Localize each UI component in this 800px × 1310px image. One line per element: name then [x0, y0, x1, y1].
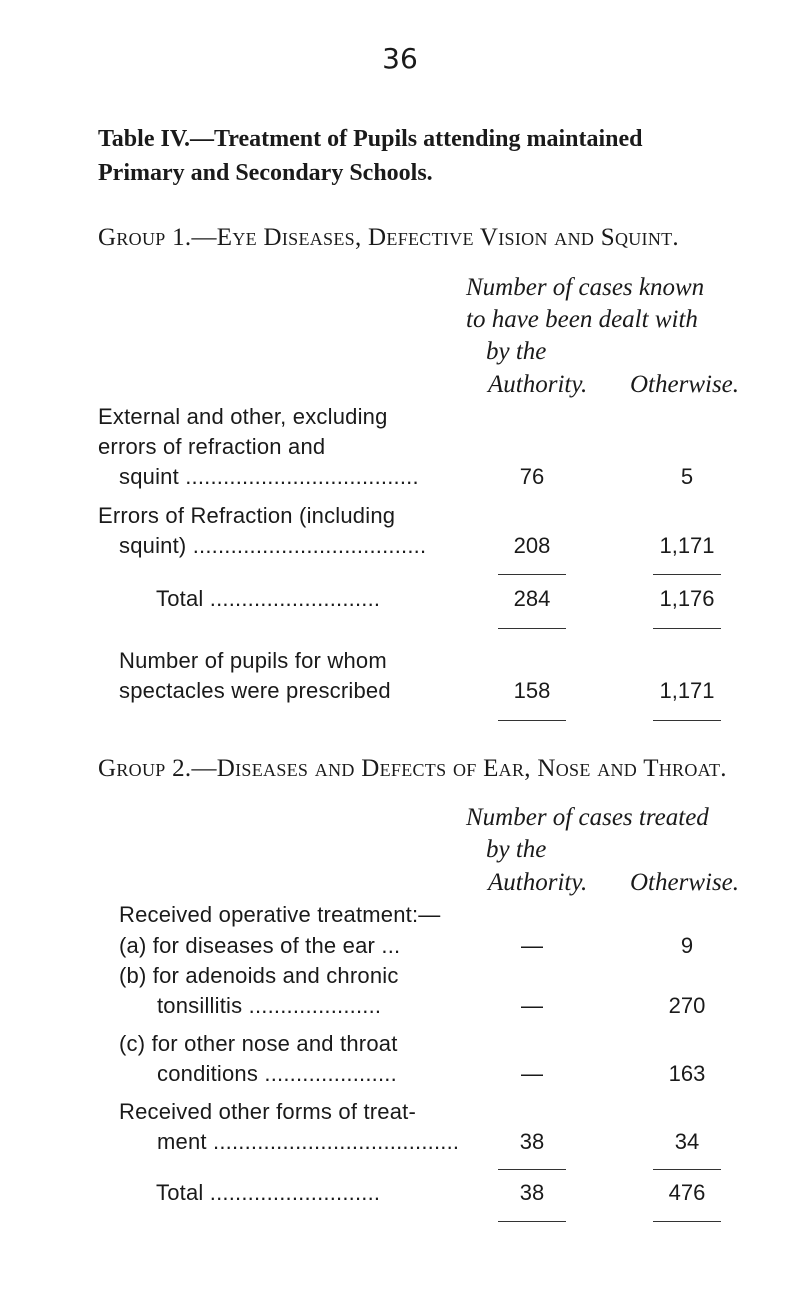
group1-row1-otherwise: 5	[680, 464, 694, 489]
group2-row-b-otherwise: 270	[668, 993, 706, 1018]
group1-row2-authority: 208	[513, 533, 551, 558]
group1-column-heading-line3: by the	[486, 338, 547, 365]
group1-col-otherwise: Otherwise.	[630, 371, 740, 398]
group2-column-heading-line1: Number of cases treated	[466, 804, 709, 831]
group2-col-otherwise: Otherwise.	[630, 869, 740, 896]
group1-row1-label-line3: squint .....................................	[119, 464, 419, 489]
group1-total-label: Total ...........................	[156, 586, 381, 611]
group2-row-c-label-line1: (c) for other nose and throat	[119, 1031, 398, 1056]
group2-row-a-label: (a) for diseases of the ear ...	[119, 933, 401, 958]
group2-total-rule-authority	[498, 1221, 566, 1222]
group2-col-authority: Authority.	[488, 869, 588, 896]
group1-heading: Group 1.—Eye Diseases, Defective Vision and Squint.	[98, 224, 679, 251]
group2-subtotal-rule-authority	[498, 1169, 566, 1170]
group2-row-b-label-line1: (b) for adenoids and chronic	[119, 963, 399, 988]
group1-spectacles-label-line2: spectacles were prescribed	[119, 678, 391, 703]
group1-row2-label-line1: Errors of Refraction (including	[98, 503, 396, 528]
group2-column-heading-line2: by the	[486, 836, 547, 863]
group1-end-rule-otherwise	[653, 720, 721, 721]
page-number: 36	[382, 42, 418, 75]
group1-subtotal-rule-authority	[498, 574, 566, 575]
group2-row-c-authority: —	[521, 1061, 543, 1086]
group2-row-b-authority: —	[521, 993, 543, 1018]
group2-received-operative-label: Received operative treatment:—	[119, 902, 441, 927]
group1-spectacles-authority: 158	[513, 678, 551, 703]
group2-row-a-authority: —	[521, 933, 543, 958]
group1-column-heading	[466, 272, 704, 368]
group1-total-otherwise: 1,176	[659, 586, 715, 611]
group1-row1-label-line1: External and other, excluding	[98, 404, 388, 429]
group2-other-label-line2: ment .......................................	[157, 1129, 460, 1154]
group2-column-heading	[466, 802, 709, 866]
group2-other-otherwise: 34	[674, 1129, 700, 1154]
table-title	[98, 122, 643, 190]
group2-total-rule-otherwise	[653, 1221, 721, 1222]
group1-col-authority: Authority.	[488, 371, 588, 398]
group2-total-otherwise: 476	[668, 1180, 706, 1205]
group1-spectacles-label-line1: Number of pupils for whom	[119, 648, 387, 673]
group1-column-heading-line2: to have been dealt with	[466, 306, 698, 333]
group2-subtotal-rule-otherwise	[653, 1169, 721, 1170]
group2-total-label: Total ...........................	[156, 1180, 381, 1205]
group2-row-b-label-line2: tonsillitis .....................	[157, 993, 382, 1018]
group1-row1-authority: 76	[519, 464, 545, 489]
group1-spectacles-otherwise: 1,171	[659, 678, 715, 703]
group2-row-c-label-line2: conditions .....................	[157, 1061, 397, 1086]
group1-row2-label-line2: squint) .....................................	[119, 533, 427, 558]
group2-row-c-otherwise: 163	[668, 1061, 706, 1086]
group2-total-authority: 38	[519, 1180, 545, 1205]
group1-column-heading-line1: Number of cases known	[466, 274, 705, 301]
group2-row-a-otherwise: 9	[680, 933, 694, 958]
table-title-line1: Table IV.—Treatment of Pupils attending maintained	[98, 126, 643, 152]
group2-heading: Group 2.—Diseases and Defects of Ear, Nose and Throat.	[98, 755, 727, 782]
group1-row2-otherwise: 1,171	[659, 533, 715, 558]
group2-other-label-line1: Received other forms of treat-	[119, 1099, 417, 1124]
group2-other-authority: 38	[519, 1129, 545, 1154]
group1-total-rule-otherwise	[653, 628, 721, 629]
group1-subtotal-rule-otherwise	[653, 574, 721, 575]
group1-total-rule-authority	[498, 628, 566, 629]
group1-total-authority: 284	[513, 586, 551, 611]
group1-row1-label-line2: errors of refraction and	[98, 434, 326, 459]
table-title-line2: Primary and Secondary Schools.	[98, 160, 433, 186]
group1-end-rule-authority	[498, 720, 566, 721]
